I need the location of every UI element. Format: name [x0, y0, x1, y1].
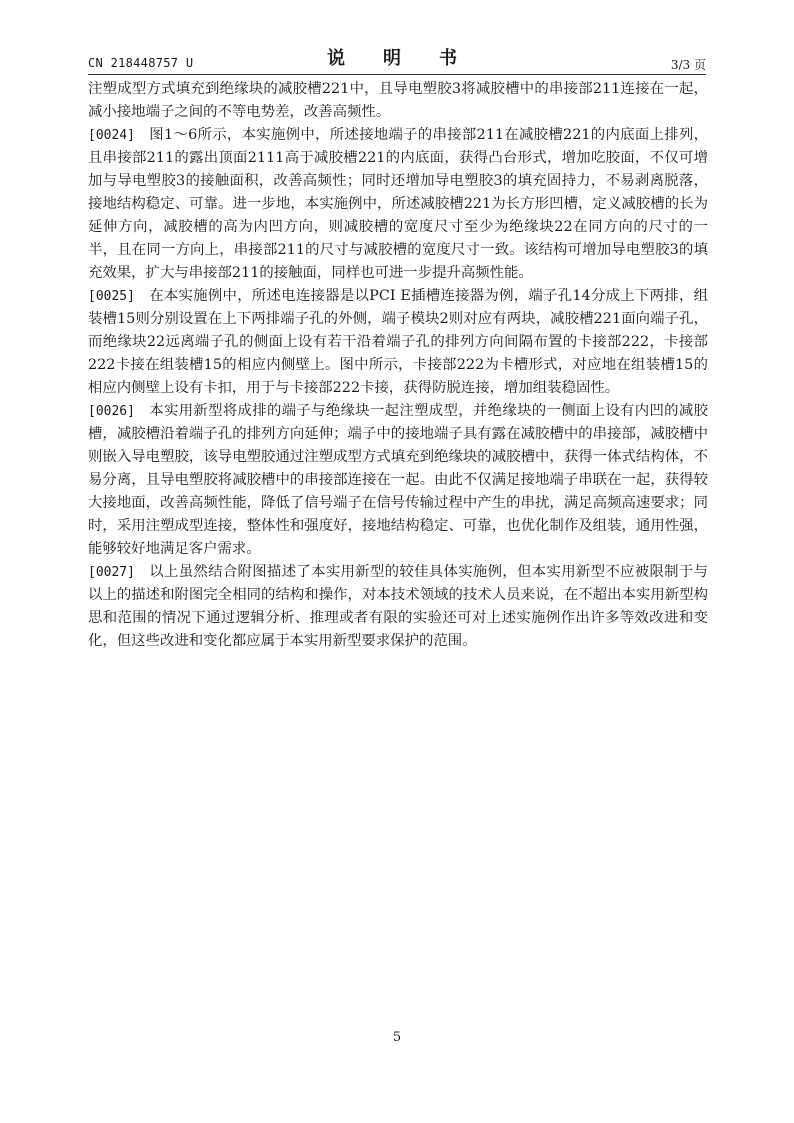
paragraph-0026 — [88, 400, 708, 561]
paragraph-text: 注塑成型方式填充到绝缘块的减胶槽221中，且导电塑胶3将减胶槽中的串接部211连接在一起，减小接地端子之间的不等电势差，改善高频性。 — [88, 81, 708, 120]
publication-number: CN 218448757 U — [88, 56, 194, 70]
paragraph-number: [0025] — [88, 289, 135, 304]
paragraph-0024 — [88, 124, 708, 285]
page-number: 5 — [392, 1030, 402, 1045]
paragraph-number: [0027] — [88, 565, 135, 580]
page-of-indicator: 3/3 页 — [670, 58, 706, 72]
paragraph-text: 在本实施例中，所述电连接器是以PCI E插槽连接器为例，端子孔14分成上下两排，组装槽15则分别设置在上下两排端子孔的外侧，端子模块2则对应有两块，减胶槽221面向端子孔，而绝缘块22远离端子孔的侧面上设有若干沿着端子孔的排列方向间隔布置的卡接部222，卡接部222卡接在组装槽15的相应内侧壁上。图中所示，卡接部222为卡槽形式，对应地在组装槽15的相应内侧壁上设有卡扣，用于与卡接部222卡接，获得防脱连接，增加组装稳固性。 — [88, 288, 709, 396]
paragraph-continuation — [88, 78, 708, 124]
header-divider — [88, 74, 706, 75]
page-header — [88, 40, 706, 72]
paragraph-0027 — [88, 561, 708, 653]
document-title: 说 明 书 — [327, 48, 467, 69]
paragraph-text: 本实用新型将成排的端子与绝缘块一起注塑成型，并绝缘块的一侧面上设有内凹的减胶槽，减胶槽沿着端子孔的排列方向延伸；端子中的接地端子具有露在减胶槽中的串接部，减胶槽中则嵌入导电塑胶，该导电塑胶通过注塑成型方式填充到绝缘块的减胶槽中，获得一体式结构体，不易分离，且导电塑胶将减胶槽中的串接部连接在一起。由此不仅满足接地端子串联在一起，获得较大接地面，改善高频性能，降低了信号端子在信号传输过程中产生的串扰，满足高频高速要求；同时，采用注塑成型连接，整体性和强度好，接地结构稳定、可靠，也优化制作及组装，通用性强，能够较好地满足客户需求。 — [88, 403, 708, 557]
paragraph-0025 — [88, 285, 708, 400]
paragraph-text: 以上虽然结合附图描述了本实用新型的较佳具体实施例，但本实用新型不应被限制于与以上的描述和附图完全相同的结构和操作，对本技术领域的技术人员来说，在不超出本实用新型构思和范围的情况下通过逻辑分析、推理或者有限的实验还可对上述实施例作出许多等效改进和变化，但这些改进和变化都应属于本实用新型要求保护的范围。 — [88, 564, 708, 649]
paragraph-text: 图1～6所示，本实施例中，所述接地端子的串接部211在减胶槽221的内底面上排列，且串接部211的露出顶面2111高于减胶槽221的内底面，获得凸台形式，增加吃胶面，不仅可增加与导电塑胶3的接触面积，改善高频性；同时还增加导电塑胶3的填充固持力，不易剥离脱落，接地结构稳定、可靠。进一步地，本实施例中，所述减胶槽221为长方形凹槽，定义减胶槽的长为延伸方向，减胶槽的高为内凹方向，则减胶槽的宽度尺寸至少为绝缘块22在同方向的尺寸的一半，且在同一方向上，串接部211的尺寸与减胶槽的宽度尺寸一致。该结构可增加导电塑胶3的填充效果，扩大与串接部211的接触面，同样也可进一步提升高频性能。 — [88, 127, 708, 281]
paragraph-number: [0026] — [88, 404, 135, 419]
paragraph-number: [0024] — [88, 128, 135, 143]
document-body — [88, 78, 708, 653]
